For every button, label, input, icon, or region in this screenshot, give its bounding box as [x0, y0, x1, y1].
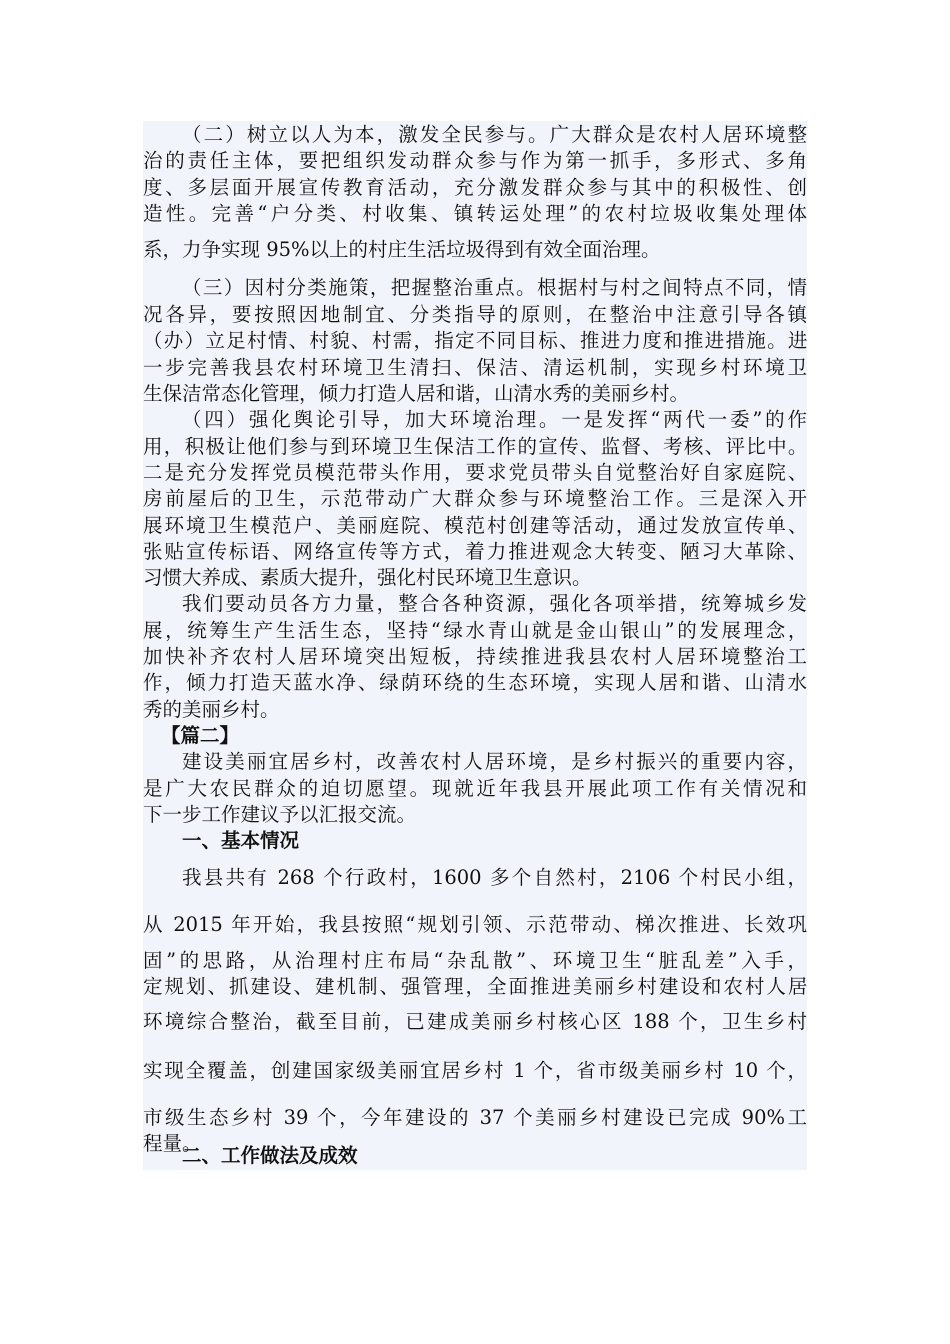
text-line: 我县共有 268 个行政村，1600 多个自然村，2106 个村民小组， — [182, 866, 807, 889]
text-line: 展，统筹生产生活生态，坚持“绿水青山就是金山银山”的发展理念， — [143, 619, 807, 642]
section-heading: 一、基本情况 — [182, 829, 300, 852]
text-line: 建设美丽宜居乡村，改善农村人居环境，是乡村振兴的重要内容， — [182, 750, 807, 773]
text-line: 市级生态乡村 39 个，今年建设的 37 个美丽乡村建设已完成 90%工 — [143, 1106, 807, 1129]
text-line: 下一步工作建议予以汇报交流。 — [143, 803, 417, 826]
text-line: 习惯大养成、素质大提升，强化村民环境卫生意识。 — [143, 566, 592, 589]
text-line: 实现全覆盖，创建国家级美丽宜居乡村 1 个，省市级美丽乡村 10 个， — [143, 1059, 807, 1082]
text-line: 定规划、抓建设、建机制、强管理，全面推进美丽乡村建设和农村人居 — [143, 975, 807, 998]
text-line: 秀的美丽乡村。 — [143, 698, 280, 721]
text-line: 是广大农民群众的迫切愿望。现就近年我县开展此项工作有关情况和 — [143, 777, 807, 800]
text-line: 二是充分发挥党员模范带头作用，要求党员带头自觉整治好自家庭院、 — [143, 461, 807, 484]
text-line: 用，积极让他们参与到环境卫生保洁工作的宣传、监督、考核、评比中。 — [143, 435, 807, 458]
section-title: 【篇二】 — [161, 724, 240, 747]
text-line: 度、多层面开展宣传教育活动，充分激发群众参与其中的积极性、创 — [143, 176, 807, 199]
text-line: （四）强化舆论引导，加大环境治理。一是发挥“两代一委”的作 — [182, 408, 807, 431]
text-line: 环境综合整治，截至目前，已建成美丽乡村核心区 188 个，卫生乡村 — [143, 1010, 807, 1033]
text-line: 一步完善我县农村环境卫生清扫、保洁、清运机制，实现乡村环境卫 — [143, 356, 807, 379]
text-line: 系，力争实现 95%以上的村庄生活垃圾得到有效全面治理。 — [143, 238, 661, 261]
text-line: 作，倾力打造天蓝水净、绿荫环绕的生态环境，实现人居和谐、山清水 — [143, 671, 807, 694]
text-line: 治的责任主体，要把组织发动群众参与作为第一抓手，多形式、多角 — [143, 149, 807, 172]
text-line: 房前屋后的卫生，示范带动广大群众参与环境整治工作。三是深入开 — [143, 487, 807, 510]
text-line: 张贴宣传标语、网络宣传等方式，着力推进观念大转变、陋习大革除、 — [143, 540, 807, 563]
text-line: （三）因村分类施策，把握整治重点。根据村与村之间特点不同，情 — [182, 276, 807, 299]
document-body — [143, 121, 807, 1170]
text-line: 生保洁常态化管理，倾力打造人居和谐，山清水秀的美丽乡村。 — [143, 382, 690, 405]
text-line: 造性。完善“户分类、村收集、镇转运处理”的农村垃圾收集处理体 — [143, 202, 807, 225]
text-line: 固”的思路，从治理村庄布局“杂乱散”、环境卫生“脏乱差”入手， — [143, 949, 807, 972]
text-line: （办）立足村情、村貌、村需，指定不同目标、推进力度和推进措施。进 — [143, 329, 807, 352]
text-line: 展环境卫生模范户、美丽庭院、模范村创建等活动，通过发放宣传单、 — [143, 514, 807, 537]
text-line: 况各异，要按照因地制宜、分类指导的原则，在整治中注意引导各镇 — [143, 303, 807, 326]
text-line: 程量。 — [143, 1132, 202, 1155]
text-line: 加快补齐农村人居环境突出短板，持续推进我县农村人居环境整治工 — [143, 645, 807, 668]
text-line: 从 2015 年开始，我县按照“规划引领、示范带动、梯次推进、长效巩 — [143, 913, 807, 936]
text-line: 我们要动员各方力量，整合各种资源，强化各项举措，统筹城乡发 — [182, 592, 807, 615]
text-line: （二）树立以人为本，激发全民参与。广大群众是农村人居环境整 — [182, 123, 807, 146]
section-heading: 二、工作做法及成效 — [182, 1144, 358, 1167]
